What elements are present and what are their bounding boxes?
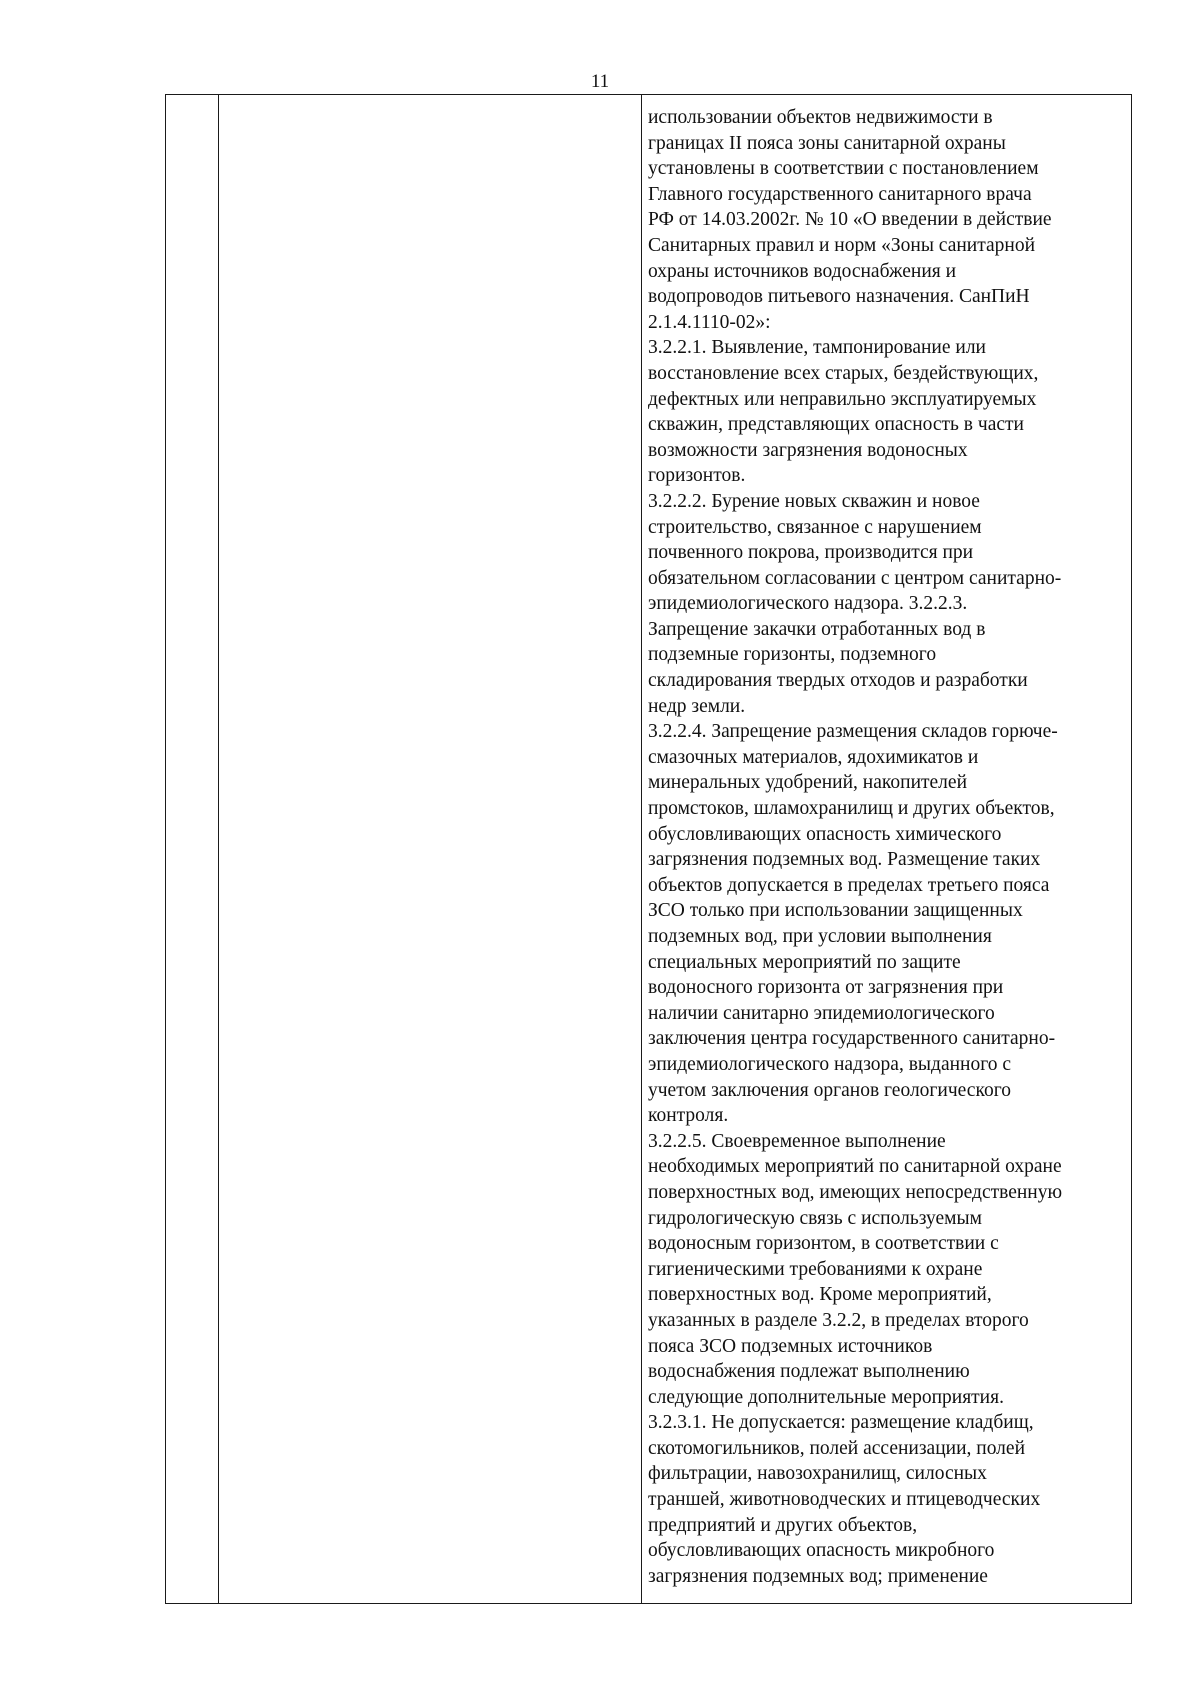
text-line: скважин, представляющих опасность в части bbox=[648, 414, 1024, 436]
text-line: Запрещение закачки отработанных вод в bbox=[648, 618, 986, 640]
text-line: поверхностных вод. Кроме мероприятий, bbox=[648, 1284, 992, 1306]
text-line: обусловливающих опасность химического bbox=[648, 823, 1002, 845]
text-line: 3.2.3.1. Не допускается: размещение кладбищ, bbox=[648, 1412, 1034, 1434]
text-line: водоносным горизонтом, в соответствии с bbox=[648, 1233, 999, 1255]
text-line: обусловливающих опасность микробного bbox=[648, 1540, 995, 1562]
text-line: ЗСО только при использовании защищенных bbox=[648, 900, 1023, 922]
text-line: предприятий и других объектов, bbox=[648, 1514, 918, 1536]
text-line: загрязнения подземных вод; применение bbox=[648, 1565, 988, 1587]
text-line: возможности загрязнения водоносных bbox=[648, 439, 968, 461]
text-line: охраны источников водоснабжения и bbox=[648, 260, 957, 282]
text-line: 3.2.2.1. Выявление, тампонирование или bbox=[648, 337, 986, 359]
text-line: заключения центра государственного санитарно- bbox=[648, 1028, 1056, 1050]
text-line: 3.2.2.4. Запрещение размещения складов горюче- bbox=[648, 721, 1058, 743]
text-line: указанных в разделе 3.2.2, в пределах второго bbox=[648, 1309, 1029, 1331]
text-line: использовании объектов недвижимости в bbox=[648, 107, 993, 128]
text-line: недр земли. bbox=[648, 695, 746, 717]
text-line: скотомогильников, полей ассенизации, полей bbox=[648, 1437, 1026, 1459]
text-line: дефектных или неправильно эксплуатируемых bbox=[648, 388, 1037, 410]
text-line: установлены в соответствии с постановлением bbox=[648, 158, 1039, 180]
text-line: фильтрации, навозохранилищ, силосных bbox=[648, 1463, 987, 1485]
text-line: почвенного покрова, производится при bbox=[648, 542, 974, 564]
text-line: Санитарных правил и норм «Зоны санитарной bbox=[648, 234, 1036, 256]
text-line: наличии санитарно эпидемиологического bbox=[648, 1002, 995, 1024]
text-line: объектов допускается в пределах третьего пояса bbox=[648, 874, 1050, 896]
text-line: водоснабжения подлежат выполнению bbox=[648, 1361, 970, 1383]
text-line: минеральных удобрений, накопителей bbox=[648, 772, 967, 794]
text-line: учетом заключения органов геологического bbox=[648, 1079, 1011, 1101]
text-line: траншей, животноводческих и птицеводческих bbox=[648, 1489, 1041, 1511]
text-line: 3.2.2.2. Бурение новых скважин и новое bbox=[648, 490, 980, 512]
table-cell-text bbox=[648, 105, 1128, 1589]
text-line: гидрологическую связь с используемым bbox=[648, 1207, 982, 1229]
column-divider-1 bbox=[218, 95, 219, 1603]
text-line: горизонтов. bbox=[648, 465, 746, 487]
text-line: эпидемиологического надзора. 3.2.2.3. bbox=[648, 593, 968, 615]
text-line: РФ от 14.03.2002г. № 10 «О введении в действие bbox=[648, 209, 1052, 231]
text-line: подземных вод, при условии выполнения bbox=[648, 926, 992, 947]
page-number: 11 bbox=[590, 71, 610, 92]
text-line: специальных мероприятий по защите bbox=[648, 951, 961, 973]
text-line: загрязнения подземных вод. Размещение таких bbox=[648, 849, 1041, 871]
document-table bbox=[165, 94, 1132, 1604]
text-line: необходимых мероприятий по санитарной охране bbox=[648, 1156, 1062, 1178]
text-line: водопроводов питьевого назначения. СанПиН bbox=[648, 286, 1030, 308]
text-line: поверхностных вод, имеющих непосредственную bbox=[648, 1181, 1063, 1203]
text-line: подземные горизонты, подземного bbox=[648, 644, 937, 666]
text-line: границах II пояса зоны санитарной охраны bbox=[648, 132, 1006, 154]
text-line: водоносного горизонта от загрязнения при bbox=[648, 977, 1004, 999]
text-line: складирования твердых отходов и разработки bbox=[648, 670, 1028, 692]
text-line: обязательном согласовании с центром санитарно- bbox=[648, 567, 1062, 589]
text-line: Главного государственного санитарного врача bbox=[648, 183, 1032, 205]
text-line: эпидемиологического надзора, выданного с bbox=[648, 1053, 1012, 1075]
text-line: пояса ЗСО подземных источников bbox=[648, 1335, 933, 1357]
text-line: следующие дополнительные мероприятия. bbox=[648, 1386, 1004, 1408]
text-line: смазочных материалов, ядохимикатов и bbox=[648, 746, 979, 768]
text-line: гигиеническими требованиями к охране bbox=[648, 1258, 983, 1280]
column-divider-2 bbox=[641, 95, 642, 1603]
text-line: строительство, связанное с нарушением bbox=[648, 516, 982, 538]
text-line: 3.2.2.5. Своевременное выполнение bbox=[648, 1130, 946, 1152]
text-line: промстоков, шламохранилищ и других объектов, bbox=[648, 798, 1055, 820]
text-line: контроля. bbox=[648, 1105, 729, 1127]
text-line: восстановление всех старых, бездействующих, bbox=[648, 362, 1039, 384]
text-line: 2.1.4.1110-02»: bbox=[648, 311, 771, 333]
